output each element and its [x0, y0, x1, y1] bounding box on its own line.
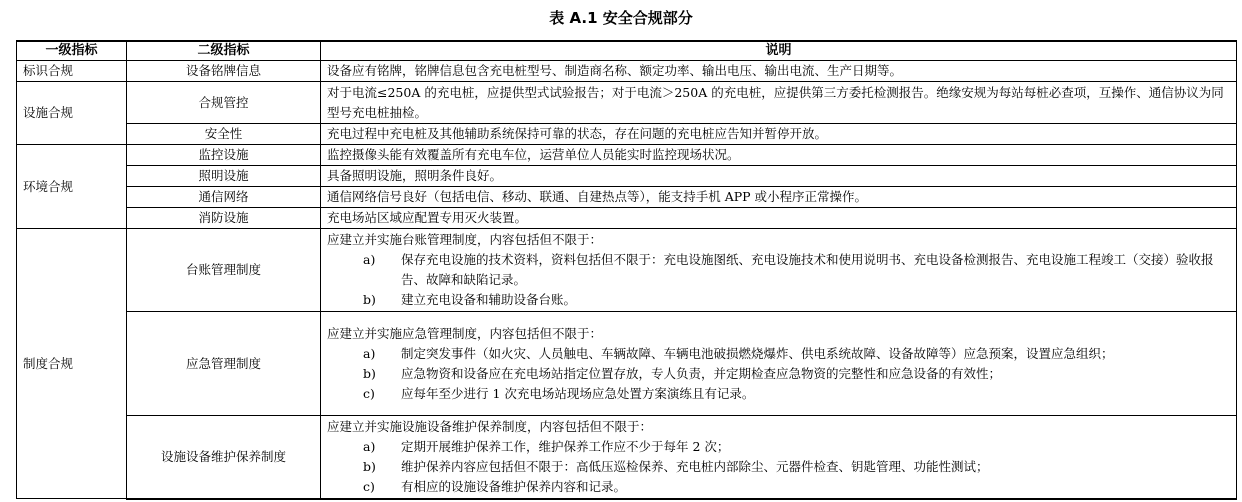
list-text: 应急物资和设备应在充电场站指定位置存放，专人负责，并定期检查应急物资的完整性和应急设备的有效性； [401, 365, 1002, 381]
compliance-table [16, 40, 1237, 500]
description-cell [321, 312, 1237, 416]
description-cell: 对于电流≤250A 的充电桩，应提供型式试验报告；对于电流＞250A 的充电桩，应提供第三方委托检测报告。绝缘安规为每站每桩必查项，互操作、通信协议为同型号充电桩抽检。 [321, 82, 1237, 124]
list-marker: a) [363, 438, 376, 454]
list-marker: a) [363, 345, 376, 361]
table-row [17, 82, 1237, 124]
list-marker: c) [363, 385, 375, 401]
level2-cell: 设施设备维护保养制度 [127, 416, 321, 499]
list-text: 定期开展维护保养工作，维护保养工作应不少于每年 2 次； [401, 438, 730, 454]
list-text: 应每年至少进行 1 次充电场站现场应急处置方案演练且有记录。 [401, 385, 755, 401]
list-marker: b) [363, 292, 376, 307]
level2-cell: 监控设施 [127, 145, 321, 166]
table-row [17, 229, 1237, 312]
description-cell: 充电过程中充电桩及其他辅助系统保持可靠的状态，存在问题的充电桩应告知并暂停开放。 [321, 124, 1237, 145]
level2-cell: 照明设施 [127, 166, 321, 187]
list-item [327, 250, 1230, 290]
list-intro: 应建立并实施台账管理制度，内容包括但不限于： [327, 232, 603, 247]
level2-cell: 台账管理制度 [127, 229, 321, 312]
table-row [17, 166, 1237, 187]
list-text: 保存充电设施的技术资料，资料包括但不限于：充电设施图纸、充电设施技术和使用说明书、充电设备检测报告、充电设施工程竣工（交接）验收报告、故障和缺陷记录。 [401, 252, 1214, 287]
description-cell: 充电场站区域应配置专用灭火装置。 [321, 208, 1237, 229]
description-cell [321, 229, 1237, 312]
list-text: 有相应的设施设备维护保养内容和记录。 [401, 478, 627, 494]
header-row [17, 41, 1237, 61]
level2-cell: 消防设施 [127, 208, 321, 229]
level2-cell: 安全性 [127, 124, 321, 145]
table-title: 表 A.1 安全合规部分 [549, 9, 693, 27]
header-level1: 一级指标 [17, 41, 127, 61]
description-cell: 监控摄像头能有效覆盖所有充电车位，运营单位人员能实时监控现场状况。 [321, 145, 1237, 166]
list-text: 维护保养内容应包括但不限于：高低压巡检保养、充电桩内部除尘、元器件检查、钥匙管理、功能性测试； [401, 458, 989, 474]
table-row [17, 124, 1237, 145]
list-item [327, 344, 1230, 364]
header-level2: 二级指标 [127, 41, 321, 61]
level1-cell: 标识合规 [17, 61, 127, 82]
header-description: 说明 [321, 41, 1237, 61]
table-row [17, 312, 1237, 416]
list-text: 制定突发事件（如火灾、人员触电、车辆故障、车辆电池破损燃烧爆炸、供电系统故障、设备故障等）应急预案，设置应急组织； [401, 345, 1114, 361]
level2-cell: 应急管理制度 [127, 312, 321, 416]
description-cell: 设备应有铭牌，铭牌信息包含充电桩型号、制造商名称、额定功率、输出电压、输出电流、生产日期等。 [321, 61, 1237, 82]
list-intro: 应建立并实施应急管理制度，内容包括但不限于： [327, 325, 603, 341]
list-text: 建立充电设备和辅助设备台账。 [401, 292, 577, 307]
list-item [327, 364, 1230, 384]
level1-cell: 环境合规 [17, 145, 127, 229]
table-row [17, 145, 1237, 166]
list-marker: b) [363, 365, 376, 381]
description-cell [321, 416, 1237, 499]
table-row [17, 416, 1237, 499]
table-row [17, 208, 1237, 229]
level2-cell: 合规管控 [127, 82, 321, 124]
list-item [327, 477, 1230, 497]
description-cell: 通信网络信号良好（包括电信、移动、联通、自建热点等），能支持手机 APP 或小程序正常操作。 [321, 187, 1237, 208]
table-row [17, 61, 1237, 82]
level1-cell: 制度合规 [17, 229, 127, 499]
list-item [327, 437, 1230, 457]
level1-cell: 设施合规 [17, 82, 127, 145]
list-marker: c) [363, 478, 375, 494]
description-cell: 具备照明设施，照明条件良好。 [321, 166, 1237, 187]
table-row [17, 187, 1237, 208]
level2-cell: 设备铭牌信息 [127, 61, 321, 82]
list-intro: 应建立并实施设施设备维护保养制度，内容包括但不限于： [327, 418, 653, 434]
list-item [327, 384, 1230, 404]
list-marker: b) [363, 458, 376, 474]
level2-cell: 通信网络 [127, 187, 321, 208]
list-item [327, 290, 1230, 310]
list-marker: a) [363, 252, 376, 267]
list-item [327, 457, 1230, 477]
